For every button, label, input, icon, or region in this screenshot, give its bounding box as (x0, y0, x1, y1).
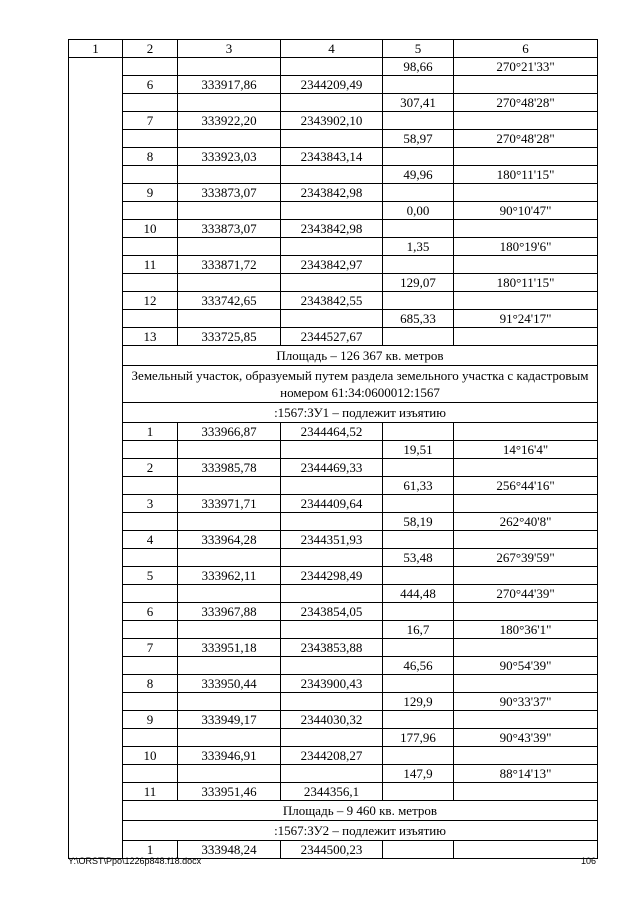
point-number-cell: 9 (123, 184, 178, 202)
coord-y-cell (281, 729, 383, 747)
point-number-cell: 11 (123, 783, 178, 801)
point-number-cell (123, 765, 178, 783)
leading-column-cell (69, 366, 123, 403)
direction-angle-cell (454, 783, 598, 801)
distance-cell: 0,00 (383, 202, 454, 220)
leading-column-cell (69, 238, 123, 256)
distance-cell (383, 603, 454, 621)
coord-y-cell: 2343843,14 (281, 148, 383, 166)
point-number-cell (123, 274, 178, 292)
leading-column-cell (69, 675, 123, 693)
point-number-cell (123, 130, 178, 148)
leading-column-cell (69, 585, 123, 603)
direction-angle-cell: 262°40'8" (454, 513, 598, 531)
coord-x-cell (178, 729, 281, 747)
direction-angle-cell (454, 639, 598, 657)
coord-x-cell: 333951,46 (178, 783, 281, 801)
leading-column-cell (69, 711, 123, 729)
table-row (69, 292, 598, 310)
direction-angle-cell (454, 531, 598, 549)
coord-x-cell (178, 58, 281, 76)
direction-angle-cell: 91°24'17" (454, 310, 598, 328)
coord-x-cell: 333951,18 (178, 639, 281, 657)
table-row (69, 549, 598, 567)
coord-x-cell (178, 657, 281, 675)
table-row (69, 238, 598, 256)
direction-angle-cell (454, 292, 598, 310)
point-number-cell: 10 (123, 220, 178, 238)
table-row (69, 765, 598, 783)
section-text: :1567:ЗУ2 – подлежит изъятию (123, 821, 598, 841)
coord-y-cell: 2344209,49 (281, 76, 383, 94)
leading-column-cell (69, 148, 123, 166)
coord-x-cell (178, 94, 281, 112)
distance-cell: 98,66 (383, 58, 454, 76)
point-number-cell: 2 (123, 459, 178, 477)
section-text: Площадь – 9 460 кв. метров (123, 801, 598, 821)
coord-x-cell (178, 585, 281, 603)
table-row (69, 112, 598, 130)
leading-column-cell (69, 58, 123, 76)
distance-cell (383, 567, 454, 585)
coord-y-cell (281, 202, 383, 220)
distance-cell (383, 292, 454, 310)
point-number-cell (123, 549, 178, 567)
distance-cell (383, 675, 454, 693)
distance-cell: 685,33 (383, 310, 454, 328)
point-number-cell: 8 (123, 148, 178, 166)
table-row (69, 477, 598, 495)
direction-angle-cell (454, 675, 598, 693)
leading-column-cell (69, 513, 123, 531)
table-row (69, 310, 598, 328)
table-row (69, 639, 598, 657)
distance-cell: 58,19 (383, 513, 454, 531)
direction-angle-cell: 256°44'16" (454, 477, 598, 495)
table-row (69, 94, 598, 112)
leading-column-cell (69, 747, 123, 765)
distance-cell (383, 841, 454, 859)
table-row (69, 531, 598, 549)
coord-y-cell: 2343902,10 (281, 112, 383, 130)
direction-angle-cell (454, 747, 598, 765)
table-row (69, 621, 598, 639)
direction-angle-cell (454, 112, 598, 130)
coord-y-cell (281, 166, 383, 184)
direction-angle-cell: 90°10'47" (454, 202, 598, 220)
table-row (69, 423, 598, 441)
coord-x-cell (178, 477, 281, 495)
direction-angle-cell (454, 495, 598, 513)
point-number-cell (123, 94, 178, 112)
leading-column-cell (69, 94, 123, 112)
section-text: Земельный участок, образуемый путем раздела земельного участка с кадастровым номером 61:34:0600012:1567 (123, 366, 598, 403)
leading-column-cell (69, 441, 123, 459)
direction-angle-cell: 90°43'39" (454, 729, 598, 747)
table-body (69, 40, 598, 859)
distance-cell: 129,07 (383, 274, 454, 292)
distance-cell (383, 184, 454, 202)
point-number-cell: 8 (123, 675, 178, 693)
table-row (69, 184, 598, 202)
column-header: 4 (281, 40, 383, 58)
section-text: Площадь – 126 367 кв. метров (123, 346, 598, 366)
coord-y-cell: 2343842,98 (281, 220, 383, 238)
table-row (69, 675, 598, 693)
leading-column-cell (69, 423, 123, 441)
direction-angle-cell (454, 711, 598, 729)
leading-column-cell (69, 693, 123, 711)
distance-cell (383, 423, 454, 441)
table-row (69, 148, 598, 166)
coord-y-cell: 2344464,52 (281, 423, 383, 441)
coord-y-cell: 2344030,32 (281, 711, 383, 729)
direction-angle-cell: 88°14'13" (454, 765, 598, 783)
coord-y-cell: 2343842,55 (281, 292, 383, 310)
direction-angle-cell: 90°54'39" (454, 657, 598, 675)
direction-angle-cell: 90°33'37" (454, 693, 598, 711)
point-number-cell: 1 (123, 841, 178, 859)
leading-column-cell (69, 765, 123, 783)
distance-cell (383, 747, 454, 765)
point-number-cell: 7 (123, 639, 178, 657)
coord-x-cell: 333922,20 (178, 112, 281, 130)
leading-column-cell (69, 184, 123, 202)
direction-angle-cell: 180°36'1" (454, 621, 598, 639)
point-number-cell: 12 (123, 292, 178, 310)
coord-y-cell: 2344500,23 (281, 841, 383, 859)
column-header: 3 (178, 40, 281, 58)
table-row (69, 202, 598, 220)
point-number-cell (123, 693, 178, 711)
point-number-cell: 4 (123, 531, 178, 549)
coord-y-cell: 2344208,27 (281, 747, 383, 765)
table-row (69, 274, 598, 292)
coord-y-cell (281, 58, 383, 76)
table-row (69, 693, 598, 711)
leading-column-cell (69, 783, 123, 801)
point-number-cell (123, 166, 178, 184)
coord-x-cell: 333871,72 (178, 256, 281, 274)
direction-angle-cell (454, 148, 598, 166)
leading-column-cell (69, 459, 123, 477)
distance-cell: 307,41 (383, 94, 454, 112)
coord-y-cell: 2344356,1 (281, 783, 383, 801)
coord-x-cell (178, 310, 281, 328)
point-number-cell: 5 (123, 567, 178, 585)
coord-y-cell: 2343900,43 (281, 675, 383, 693)
coord-x-cell (178, 166, 281, 184)
section-row (69, 346, 598, 366)
direction-angle-cell (454, 184, 598, 202)
point-number-cell: 13 (123, 328, 178, 346)
coord-x-cell: 333946,91 (178, 747, 281, 765)
coord-y-cell: 2343842,98 (281, 184, 383, 202)
distance-cell (383, 328, 454, 346)
coord-y-cell (281, 310, 383, 328)
leading-column-cell (69, 603, 123, 621)
leading-column-cell (69, 531, 123, 549)
coord-y-cell: 2344298,49 (281, 567, 383, 585)
direction-angle-cell (454, 220, 598, 238)
distance-cell: 49,96 (383, 166, 454, 184)
table-row (69, 585, 598, 603)
point-number-cell (123, 621, 178, 639)
distance-cell (383, 495, 454, 513)
table-row (69, 76, 598, 94)
coord-y-cell (281, 130, 383, 148)
distance-cell: 46,56 (383, 657, 454, 675)
point-number-cell (123, 513, 178, 531)
coord-x-cell (178, 621, 281, 639)
direction-angle-cell: 180°11'15" (454, 274, 598, 292)
distance-cell (383, 783, 454, 801)
coord-y-cell (281, 549, 383, 567)
point-number-cell: 6 (123, 76, 178, 94)
section-row (69, 821, 598, 841)
distance-cell: 1,35 (383, 238, 454, 256)
distance-cell: 53,48 (383, 549, 454, 567)
direction-angle-cell: 270°44'39" (454, 585, 598, 603)
point-number-cell (123, 585, 178, 603)
leading-column-cell (69, 292, 123, 310)
distance-cell (383, 76, 454, 94)
table-row (69, 495, 598, 513)
point-number-cell: 9 (123, 711, 178, 729)
distance-cell (383, 639, 454, 657)
table-row (69, 58, 598, 76)
direction-angle-cell (454, 256, 598, 274)
table-row (69, 729, 598, 747)
coord-y-cell (281, 513, 383, 531)
distance-cell: 16,7 (383, 621, 454, 639)
coord-x-cell: 333964,28 (178, 531, 281, 549)
leading-column-cell (69, 274, 123, 292)
table-row (69, 783, 598, 801)
coordinates-table (68, 39, 598, 859)
direction-angle-cell: 270°48'28" (454, 130, 598, 148)
direction-angle-cell (454, 76, 598, 94)
leading-column-cell (69, 567, 123, 585)
table-row (69, 441, 598, 459)
leading-column-cell (69, 821, 123, 841)
coord-y-cell (281, 238, 383, 256)
point-number-cell: 3 (123, 495, 178, 513)
footer-file-path: Y:\ORST\Ppo\1226p848.f18.docx (68, 856, 202, 866)
coord-x-cell: 333923,03 (178, 148, 281, 166)
coord-y-cell (281, 477, 383, 495)
leading-column-cell (69, 166, 123, 184)
direction-angle-cell (454, 567, 598, 585)
direction-angle-cell (454, 841, 598, 859)
direction-angle-cell: 14°16'4" (454, 441, 598, 459)
direction-angle-cell (454, 459, 598, 477)
distance-cell (383, 220, 454, 238)
column-header: 6 (454, 40, 598, 58)
coord-y-cell (281, 657, 383, 675)
direction-angle-cell (454, 603, 598, 621)
direction-angle-cell (454, 328, 598, 346)
leading-column-cell (69, 729, 123, 747)
point-number-cell (123, 202, 178, 220)
direction-angle-cell: 180°11'15" (454, 166, 598, 184)
leading-column-cell (69, 495, 123, 513)
coord-x-cell (178, 130, 281, 148)
coord-x-cell: 333971,71 (178, 495, 281, 513)
coord-x-cell: 333873,07 (178, 184, 281, 202)
coord-x-cell: 333949,17 (178, 711, 281, 729)
coord-y-cell (281, 441, 383, 459)
point-number-cell (123, 238, 178, 256)
distance-cell: 444,48 (383, 585, 454, 603)
coord-x-cell (178, 202, 281, 220)
leading-column-cell (69, 76, 123, 94)
coord-y-cell (281, 693, 383, 711)
table-row (69, 567, 598, 585)
section-text: :1567:ЗУ1 – подлежит изъятию (123, 403, 598, 423)
coord-y-cell: 2344351,93 (281, 531, 383, 549)
distance-cell (383, 256, 454, 274)
direction-angle-cell: 180°19'6" (454, 238, 598, 256)
coord-x-cell: 333966,87 (178, 423, 281, 441)
coord-x-cell: 333950,44 (178, 675, 281, 693)
coord-x-cell: 333962,11 (178, 567, 281, 585)
leading-column-cell (69, 256, 123, 274)
leading-column-cell (69, 549, 123, 567)
coord-x-cell (178, 441, 281, 459)
coord-x-cell: 333948,24 (178, 841, 281, 859)
leading-column-cell (69, 310, 123, 328)
table-row (69, 220, 598, 238)
table-row (69, 711, 598, 729)
direction-angle-cell: 267°39'59" (454, 549, 598, 567)
point-number-cell: 6 (123, 603, 178, 621)
leading-column-cell (69, 657, 123, 675)
coord-x-cell: 333917,86 (178, 76, 281, 94)
coord-x-cell: 333967,88 (178, 603, 281, 621)
coord-x-cell: 333725,85 (178, 328, 281, 346)
leading-column-cell (69, 801, 123, 821)
table-row (69, 130, 598, 148)
distance-cell (383, 459, 454, 477)
distance-cell: 58,97 (383, 130, 454, 148)
table-row (69, 657, 598, 675)
leading-column-cell (69, 403, 123, 423)
leading-column-cell (69, 346, 123, 366)
point-number-cell: 10 (123, 747, 178, 765)
distance-cell: 177,96 (383, 729, 454, 747)
coord-y-cell: 2344409,64 (281, 495, 383, 513)
table-row (69, 166, 598, 184)
coord-x-cell (178, 693, 281, 711)
point-number-cell (123, 58, 178, 76)
coord-y-cell: 2344527,67 (281, 328, 383, 346)
coord-y-cell: 2343853,88 (281, 639, 383, 657)
coord-y-cell (281, 621, 383, 639)
coord-y-cell: 2343842,97 (281, 256, 383, 274)
coord-x-cell: 333985,78 (178, 459, 281, 477)
coord-y-cell (281, 585, 383, 603)
coord-x-cell (178, 765, 281, 783)
table-row (69, 256, 598, 274)
leading-column-cell (69, 477, 123, 495)
coord-y-cell: 2343854,05 (281, 603, 383, 621)
leading-column-cell (69, 130, 123, 148)
table-row (69, 513, 598, 531)
distance-cell (383, 148, 454, 166)
distance-cell (383, 711, 454, 729)
section-row (69, 403, 598, 423)
coord-y-cell (281, 765, 383, 783)
coord-x-cell: 333742,65 (178, 292, 281, 310)
distance-cell: 61,33 (383, 477, 454, 495)
coord-x-cell (178, 513, 281, 531)
point-number-cell: 1 (123, 423, 178, 441)
direction-angle-cell (454, 423, 598, 441)
column-header: 5 (383, 40, 454, 58)
direction-angle-cell: 270°21'33" (454, 58, 598, 76)
page-number: 106 (580, 856, 596, 866)
column-header: 1 (69, 40, 123, 58)
distance-cell: 19,51 (383, 441, 454, 459)
coord-y-cell (281, 94, 383, 112)
coord-y-cell: 2344469,33 (281, 459, 383, 477)
leading-column-cell (69, 202, 123, 220)
point-number-cell (123, 729, 178, 747)
coord-y-cell (281, 274, 383, 292)
distance-cell: 129,9 (383, 693, 454, 711)
table-row (69, 603, 598, 621)
leading-column-cell (69, 220, 123, 238)
coord-x-cell (178, 549, 281, 567)
point-number-cell (123, 441, 178, 459)
coord-x-cell (178, 274, 281, 292)
point-number-cell: 11 (123, 256, 178, 274)
distance-cell (383, 531, 454, 549)
leading-column-cell (69, 328, 123, 346)
point-number-cell (123, 477, 178, 495)
section-row (69, 801, 598, 821)
header-row (69, 40, 598, 58)
leading-column-cell (69, 639, 123, 657)
section-row (69, 366, 598, 403)
distance-cell: 147,9 (383, 765, 454, 783)
coord-x-cell: 333873,07 (178, 220, 281, 238)
distance-cell (383, 112, 454, 130)
leading-column-cell (69, 621, 123, 639)
table-row (69, 328, 598, 346)
point-number-cell: 7 (123, 112, 178, 130)
point-number-cell (123, 310, 178, 328)
leading-column-cell (69, 112, 123, 130)
point-number-cell (123, 657, 178, 675)
table-row (69, 747, 598, 765)
direction-angle-cell: 270°48'28" (454, 94, 598, 112)
column-header: 2 (123, 40, 178, 58)
coord-x-cell (178, 238, 281, 256)
table-row (69, 459, 598, 477)
